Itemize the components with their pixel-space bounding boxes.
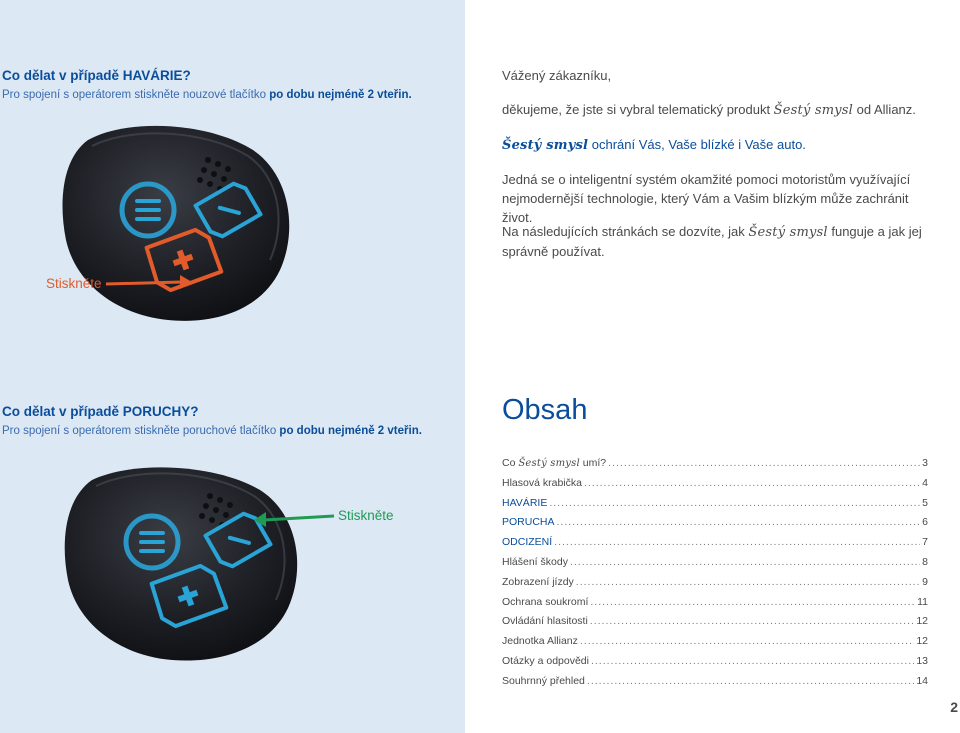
toc-item[interactable]: Hlášení škody ..... 8 [502, 556, 928, 576]
toc-item[interactable]: Zobrazení jízdy ..... 9 [502, 576, 928, 596]
toc-item[interactable]: ODCIZENÍ ..... 7 [502, 536, 928, 556]
voice-box-device-emergency [58, 120, 298, 330]
press-label-emergency: Stiskněte [46, 276, 102, 291]
page-number: 2 [950, 699, 958, 715]
letter-next [502, 222, 932, 261]
fault-instruction-emphasis: po dobu nejméně 2 vteřin. [279, 425, 422, 437]
toc-page: 5 [922, 496, 928, 509]
toc-page: 14 [916, 674, 928, 687]
emergency-instruction [2, 88, 412, 102]
toc-list [502, 457, 928, 695]
toc-page: 12 [916, 635, 928, 648]
toc-page: 3 [922, 457, 928, 469]
toc-item[interactable]: Ovládání hlasitosti ..... 12 [502, 615, 928, 635]
press-label-fault: Stiskněte [338, 508, 394, 523]
brand-name: Šestý smysl [748, 225, 828, 240]
emergency-title: Co dělat v případě HAVÁRIE? [2, 68, 191, 83]
letter-thanks-text: děkujeme, že jste si vybral telematický produkt [502, 102, 774, 117]
toc-item[interactable]: Souhrnný přehled ..... 14 [502, 675, 928, 695]
toc-page: 12 [916, 615, 928, 628]
letter-protect [502, 135, 932, 155]
emergency-arrow-icon [104, 272, 194, 292]
toc-page: 4 [922, 476, 928, 489]
emergency-instruction-text: Pro spojení s operátorem stiskněte nouzové tlačítko [2, 89, 270, 101]
letter-next-end: funguje a jak jej správně používat. [502, 224, 922, 259]
toc-page: 6 [922, 516, 928, 529]
fault-instruction [2, 424, 422, 438]
fault-arrow-icon [252, 506, 336, 530]
letter-greeting: Vážený zákazníku, [502, 68, 612, 83]
toc-page: 13 [916, 654, 928, 667]
brand-name: Šestý smysl [773, 103, 854, 118]
brand-name: Šestý smysl [502, 138, 589, 153]
letter-thanks-end: od Allianz. [853, 102, 916, 117]
emergency-instruction-emphasis: po dobu nejméně 2 vteřin. [269, 89, 412, 101]
toc-item[interactable]: Co Šestý smysl umí? ..... 3 [502, 457, 928, 477]
toc-item[interactable]: Hlasová krabička ..... 4 [502, 477, 928, 497]
toc-item[interactable]: Ochrana soukromí ..... 11 [502, 596, 928, 616]
toc-item[interactable]: Otázky a odpovědi ..... 13 [502, 655, 928, 675]
toc-title: Obsah [502, 394, 588, 426]
toc-page: 7 [922, 536, 928, 549]
toc-page: 11 [917, 595, 928, 608]
toc-item[interactable]: PORUCHA ..... 6 [502, 516, 928, 536]
letter-intro: Jedná se o inteligentní systém okamžité pomoci motoristům využívající nejmodernější technologie, který Vám a Vašim blízkým může zachránit život. [502, 172, 911, 225]
letter-thanks [502, 100, 932, 120]
fault-title: Co dělat v případě PORUCHY? [2, 404, 199, 419]
brand-name: Šestý smysl [518, 458, 580, 469]
toc-item[interactable]: HAVÁRIE ..... 5 [502, 497, 928, 517]
fault-instruction-text: Pro spojení s operátorem stiskněte poruchové tlačítko [2, 425, 280, 437]
toc-page: 9 [922, 575, 928, 588]
letter-protect-text: ochrání Vás, Vaše blízké i Vaše auto. [588, 137, 806, 152]
letter-next-text: Na následujících stránkách se dozvíte, jak [502, 224, 749, 239]
toc-item[interactable]: Jednotka Allianz ..... 12 [502, 635, 928, 655]
toc-page: 8 [922, 555, 928, 568]
fault-section [2, 404, 422, 438]
emergency-section [2, 68, 412, 102]
voice-box-device-fault [60, 462, 308, 667]
